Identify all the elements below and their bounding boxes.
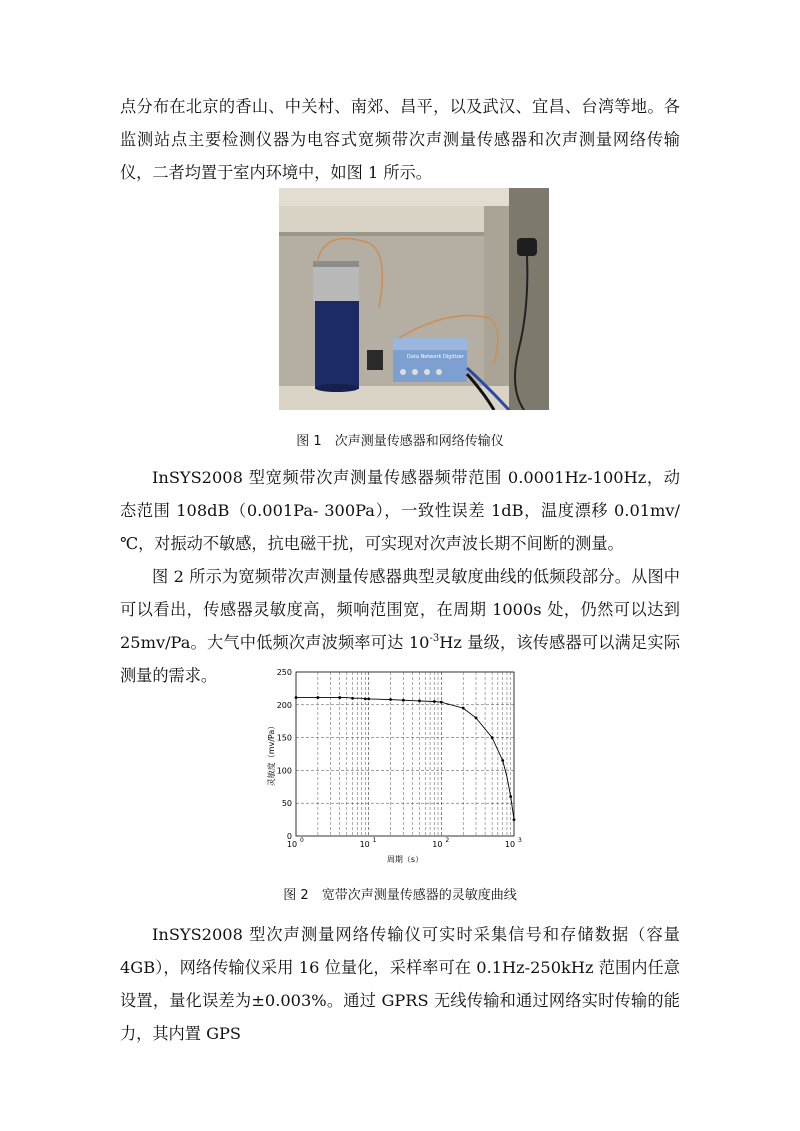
data-point — [491, 736, 494, 739]
y-tick-label: 150 — [276, 733, 292, 743]
paragraph-4: InSYS2008 型次声测量网络传输仪可实时采集信号和存储数据（容量 4GB），网络传输仪采用 16 位量化，采样率可在 0.1Hz-250kHz 范围内任意设置，量化误差为±0.003%。通过 GPRS 无线传输和通过网络实时传输的能力，其内置 GPS — [120, 925, 680, 1043]
figure-1-caption: 图 1 次声测量传感器和网络传输仪 — [296, 434, 504, 449]
data-point — [475, 717, 478, 720]
x-axis-label: 周期（s） — [386, 855, 424, 864]
data-point — [364, 697, 367, 700]
data-point — [418, 699, 421, 702]
data-point — [316, 696, 319, 699]
x-tick-exponent: 0 — [300, 837, 304, 844]
x-tick-label: 10 — [286, 840, 298, 849]
sensitivity-chart — [262, 664, 532, 868]
paragraph-3-text-b: Hz 量级，该传感器可以满足实际测量的需求。 — [120, 633, 681, 685]
paragraph-3-superscript: -3 — [429, 633, 440, 644]
paragraph-3-text-a: 图 2 所示为宽频带次声测量传感器典型灵敏度曲线的低频段部分。从图中可以看出，传感器灵敏度高，频响范围宽，在周期 1000s 处，仍然可以达到 25mv/Pa。大气中低频次声波频率可达 10 — [120, 567, 680, 652]
paragraph-2: InSYS2008 型宽频带次声测量传感器频带范围 0.0001Hz-100Hz，动态范围 108dB（0.001Pa- 300Pa），一致性误差 1dB，温度漂移 0.01mv/℃，对振动不敏感，抗电磁干扰，可实现对次声波长期不间断的测量。 — [120, 468, 680, 553]
data-point — [462, 707, 465, 710]
y-tick-label: 250 — [276, 668, 292, 677]
x-tick-exponent: 2 — [445, 837, 450, 844]
data-point — [351, 697, 354, 700]
data-point — [389, 698, 392, 701]
data-point — [402, 699, 405, 702]
data-point — [509, 795, 512, 798]
figure-2-caption: 图 2 宽带次声测量传感器的灵敏度曲线 — [283, 888, 517, 903]
y-tick-label: 50 — [281, 799, 292, 809]
x-tick-exponent: 3 — [518, 837, 522, 844]
y-tick-label: 100 — [276, 766, 292, 776]
x-tick-label: 10 — [504, 840, 516, 849]
data-point — [367, 697, 370, 700]
x-tick-label: 10 — [432, 840, 443, 849]
data-point — [440, 701, 443, 704]
data-point — [338, 696, 341, 699]
data-point — [501, 759, 504, 762]
data-point — [433, 700, 436, 703]
y-tick-label: 0 — [286, 832, 292, 841]
x-tick-label: 10 — [359, 840, 370, 849]
data-point — [295, 696, 298, 699]
figure-1-photo — [279, 188, 549, 410]
x-tick-exponent: 1 — [372, 837, 377, 844]
data-point — [513, 818, 516, 821]
y-axis-label: 灵敏度（mv/Pa） — [267, 721, 276, 787]
paragraph-1: 点分布在北京的香山、中关村、南郊、昌平，以及武汉、宜昌、台湾等地。各监测站点主要检测仪器为电容式宽频带次声测量传感器和次声测量网络传输仪，二者均置于室内环境中，如图 1 所示。 — [120, 97, 680, 182]
y-tick-label: 200 — [276, 700, 292, 710]
device-label-1: Data Network Digitizer — [407, 354, 464, 360]
plot-area — [296, 672, 514, 836]
